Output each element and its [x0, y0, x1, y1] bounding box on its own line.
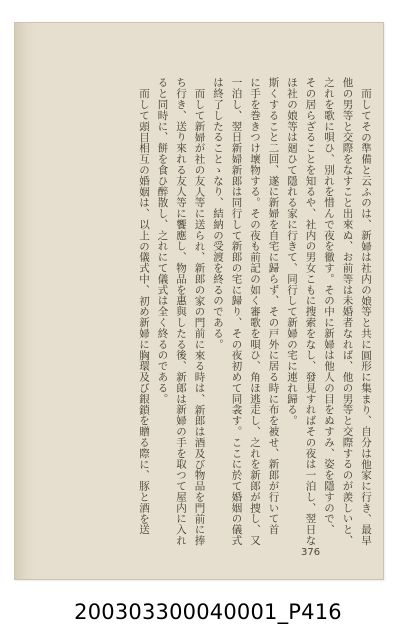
page-number: 376: [301, 547, 321, 558]
book-page: [14, 22, 384, 580]
text-line: 而して新婦が社の友人等に送られ、新郎の家の門前に來る時は、新郎は酒及び物品を門前に捧: [193, 87, 206, 546]
text-line: その居らざることを知るや、社内の男女こもに搜索をなし、發見すればその夜は一泊し、翌日な: [304, 77, 317, 546]
text-line: 他の男等と交際をなすこと出來ぬ、お前等は未婚者なれば、他の男等と交際するのが羨しいと、: [341, 77, 354, 546]
text-line: ほ社の娘等は廻ひて隱れる家に行きて、同行して新婦の宅に連れ歸る。: [286, 77, 298, 426]
text-line: は終了したることゝなり、結納の受渡を終るのである。: [212, 77, 224, 350]
text-line: に手を巻きつけ壞物する。その夜も前記の如く審歌を唄ひ、角ほ逃走し、之れを新郎が捜し、又: [249, 77, 261, 546]
vertical-text-block: [51, 77, 375, 545]
text-line: 而してその準備と云ふのは、新婦は社内の娘等と共に圓形に集まり、自分は他家に行き、最早: [360, 87, 372, 546]
text-line: 而して頭目相互の婚姻は、以上の儀式中、初め新婦に胸環及び銀鎖を贈る際に、豚と酒を送: [138, 87, 150, 535]
image-caption: 200303300040001_P416: [74, 600, 342, 624]
text-line: 一泊し、翌日新婦新郎は同行して新郎の宅に歸り、その夜初めて同衾す。ここに於て婚姻の儀式: [230, 77, 243, 546]
text-line: ると同時に、餅を食ひ醉散し、之れにて儀式は全く終るのである。: [156, 77, 169, 404]
text-line: 之れを歌に唄ひ、別れを惜んで夜を徹す。その中に新婦は他人の目をぬすみ、姿を隱すので、: [323, 77, 335, 535]
text-line: 斯くすること二回、遂に新婦を自宅に歸らず、その戸外に居る時に布を被せ、新郎が行いて首: [267, 77, 280, 535]
text-line: ち行き、送り來れる友人等に饗應し、物品を惠與したる後、新郎は新婦の手を取つて屋内に入れ: [175, 77, 187, 546]
page-gutter: [15, 23, 35, 579]
